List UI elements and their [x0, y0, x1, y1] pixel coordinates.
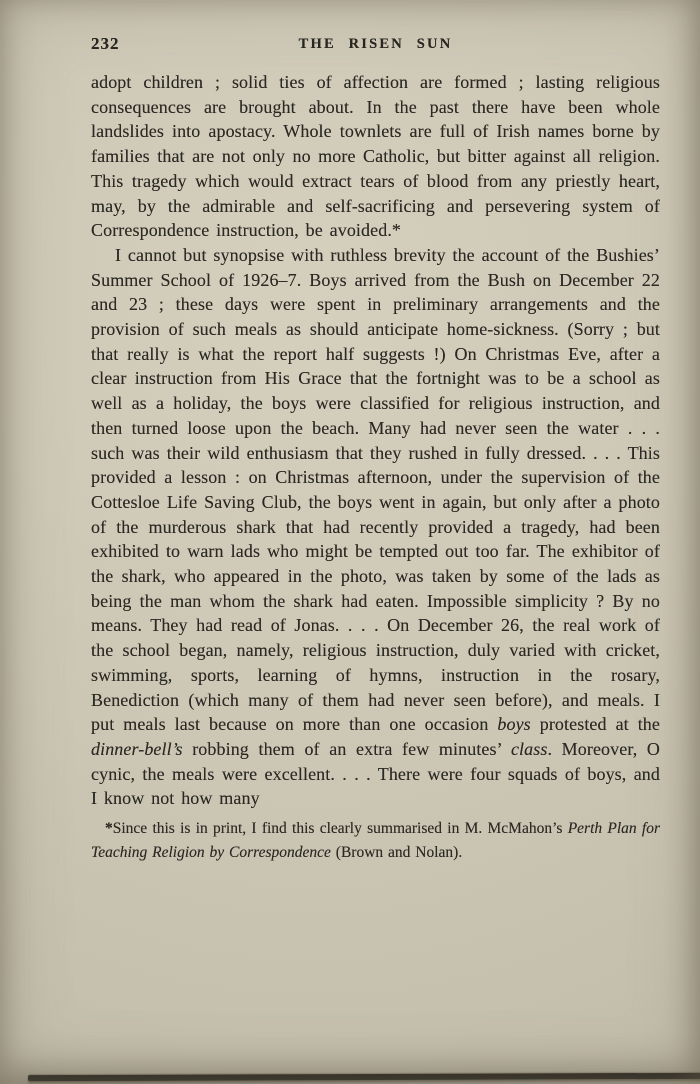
- page-header: [91, 34, 660, 56]
- body-text: [91, 70, 660, 865]
- text-run: Since this is in print, I find this clearly summarised in M. McMahon’s: [112, 820, 568, 838]
- paragraph-1: [91, 70, 660, 243]
- page-number: 232: [91, 34, 120, 53]
- italic-text: Perth Plan for Teaching Religion by Correspondence: [91, 820, 660, 861]
- text-run: adopt children ; solid ties of affection are formed ; lasting religious consequences are brought about. In the past there have been whole landslides into apostacy. Whole townlets are full of Irish names borne by families that are not only no more Catholic, but bitter against all religion. This tragedy which would extract tears of blood from any priestly heart, may, by the admirable and self-sacrificing and persevering system of Correspondence instruction, be avoided.*: [91, 72, 660, 241]
- text-run: . Moreover, O cynic, the meals were excellent. . . . There were four squads of boys, and I know not how many: [91, 738, 660, 809]
- footnote: [91, 817, 660, 865]
- text-run: robbing them of an extra few minutes’: [182, 738, 511, 759]
- paragraph-2: [91, 243, 660, 811]
- text-run: (Brown and Nolan).: [330, 843, 463, 861]
- italic-text: dinner-bell’s: [91, 738, 183, 759]
- italic-text: class: [510, 738, 548, 759]
- running-title: THE RISEN SUN: [298, 36, 453, 52]
- scan-edge: [28, 1073, 700, 1081]
- footnote-marker: *: [105, 820, 113, 838]
- text-run: protested at the: [530, 714, 660, 735]
- italic-text: boys: [497, 714, 531, 735]
- text-run: I cannot but synopsise with ruthless brevity the account of the Bushies’ Summer School of 1926–7. Boys arrived from the Bush on December 22 and 23 ; these days were spent in preliminary arrangements and the provision of such meals as should anticipate home-sickness. (Sorry ; but that really is what the report half suggests !) On Christmas Eve, after a clear instruction from His Grace that the fortnight was to be a school as well as a holiday, the boys were classified for religious instruction, and then turned loose upon the beach. Many had never seen the water . . . such was their wild enthusiasm that they rushed in fully dressed. . . . This provided a lesson : on Christmas afternoon, under the supervision of the Cottesloe Life Saving Club, the boys went in again, but only after a photo of the murderous shark that had recently provided a tragedy, had been exhibited to warn lads who might be tempted out too far. The exhibitor of the shark, who appeared in the photo, was taken by some of the lads as being the man whom the shark had eaten. Impossible simplicity ? By no means. They had read of Jonas. . . . On December 26, the real work of the school began, namely, religious instruction, duly varied with cricket, swimming, sports, learning of hymns, instruction in the rosary, Benediction (which many of them had never seen before), and meals. I put meals last because on more than one occasion: [91, 244, 660, 735]
